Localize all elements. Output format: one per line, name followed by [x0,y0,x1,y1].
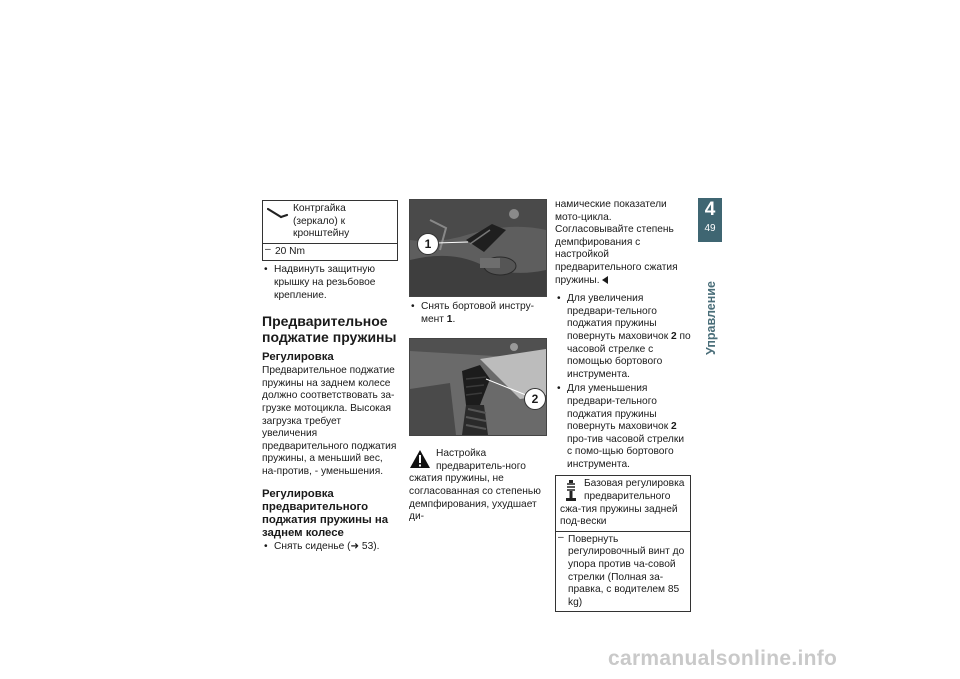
torque-spec-box [262,200,398,261]
torque-description: Контргайка (зеркало) к кронштейну [293,203,350,240]
subheading-adjustment: Регулировка [262,351,334,364]
torque-value: – 20 Nm [263,243,397,261]
watermark: carmanualsonline.info [608,647,838,670]
seat-page-ref[interactable]: 53 [361,540,374,552]
chapter-title: Управление [704,281,718,355]
basic-setting-title: Базовая регулировка предварительного сжа-тия пружины задней под-вески [560,478,685,528]
remove-seat-step: • Снять сиденье (➜ 53). [262,541,398,554]
chapter-marker [698,198,722,242]
page-ref-arrow-icon: ➜ [350,540,362,552]
warning-note [409,448,545,524]
knob-photo-illustration [410,339,546,435]
callout-2: 2 [524,388,546,410]
basic-setting-box [555,475,691,612]
wrench-icon [267,207,289,221]
end-of-section-icon [602,276,608,284]
decrease-preload-step: • Для уменьшения предвари-тельного поджатия пружины повернуть маховичок 2 про-тив часовой стрелки с помо-щью бортового инструмента. [555,383,691,471]
remove-tools-step: • Снять бортовой инстру-мент 1. [409,301,545,326]
slide-cover-step: • Надвинуть защитную крышку на резьбовое крепление. [262,264,398,302]
callout-1: 1 [417,233,439,255]
warning-continuation: намические показатели мото-цикла. [555,199,667,223]
warning-text: Настройка предваритель-ного сжатия пружины, не согласованная со степенью демпфирования, ухудшает ди- [409,448,541,523]
adjustment-text: Предварительное поджатие пружины на заднем колесе должно соответствовать за-грузке мотоцикла. Высокая загрузка требует увеличения предварительного поджатия пружины, а меньший вес, на-против, - уменьшения. [262,365,397,477]
basic-setting-value: – Повернуть регулировочный винт до упора против ча-совой стрелки (Полная за-правка, с водителем 85 kg) [556,531,690,612]
warning-triangle-icon [409,449,431,469]
shock-absorber-icon [564,480,578,502]
photo-tank-area [409,199,547,297]
subheading-rear-adjust: Регулировка предварительного поджатия пружины на заднем колесе [262,487,389,539]
column-3 [555,199,691,612]
increase-preload-step: • Для увеличения предвари-тельного поджатия пружины повернуть маховичок 2 по часовой стрелке с помощью бортового инструмента. [555,293,691,381]
column-1 [262,200,398,555]
section-heading-preload: Предварительное поджатие пружины [262,313,397,345]
column-2 [409,199,545,524]
photo-preload-knob [409,338,547,436]
page-number: 49 [704,223,716,234]
match-damping-text: Согласовывайте степень демпфирования с настройкой предварительного сжатия пружины. [555,224,678,286]
chapter-number: 4 [704,199,716,220]
